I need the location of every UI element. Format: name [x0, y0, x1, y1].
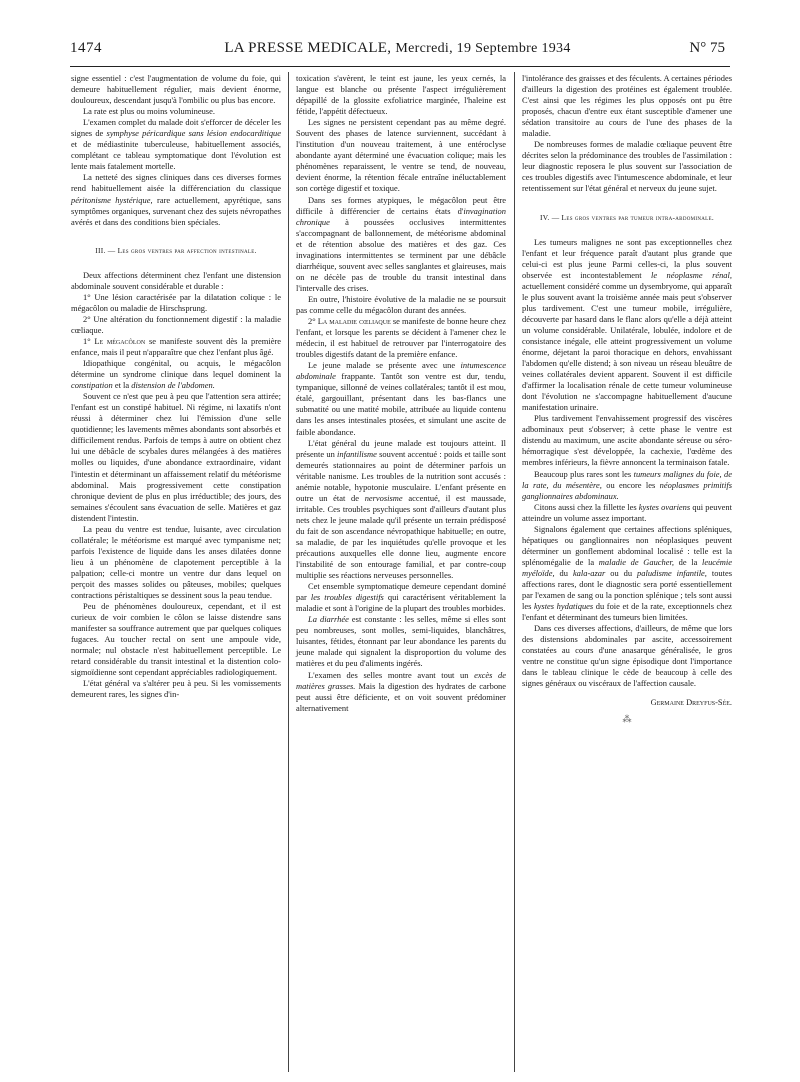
paragraph: Idiopathique congénital, ou acquis, le mégacôlon détermine un syndrome clinique dans lequel dominent la constipation et la distension de l'abdomen. [71, 358, 281, 391]
paragraph: L'examen complet du malade doit s'efforcer de déceler les signes de symphyse péricardique sans lésion endocarditique et de médiastinite tuberculeuse, habituellement associés, complétant ce tableau symptomatique dont l'évolution est lente mais fatalement mortelle. [71, 117, 281, 172]
paragraph: Le jeune malade se présente avec une intumescence abdominale frappante. Tantôt son ventre est dur, tendu, tympanique, sillonné de veines collatérales; tantôt il est mou, étalé, gargouillant, présentant dans les bas-flancs une submatité ou une matité mobile, attribuée au liquide contenu dans les anses intestinales ptosées, et simulant une ascite de faible abondance. [296, 360, 506, 437]
paragraph: Signalons également que certaines affections spléniques, hépatiques ou ganglionnaires non néoplasiques peuvent déterminer un gonflement abdominal localisé : telle est la splénomégalie de la maladie de Gaucher, de la leucémie myéloïde, du kala-azar ou du paludisme infantile, toutes affections rares, dont le diagnostic sera porté essentiellement par l'examen de sang ou la ponction splénique ; tels sont aussi les kystes hydatiques du foie et de la rate, exceptionnels chez l'enfant et déterminant des tumeurs bien limitées. [522, 523, 733, 623]
column-divider-2 [514, 72, 515, 1072]
paragraph: 1° Le mégacôlon se manifeste souvent dès la première enfance, mais il peut n'apparaître que chez l'enfant plus âgé. [71, 335, 281, 357]
paragraph: Dans ses formes atypiques, le mégacôlon peut être difficile à différencier de certains états d'invagination chronique à poussées occlusives intermittentes s'accompagnant de ballonnement, de météorisme abdominal et de rétention absolue des matières et des gaz. Ces invaginations intermittentes se terminent par une débâcle diarrhéique, souvent avec selles sanglantes et glaireuses, mais on ne décèle pas de trouble du transit intestinal dans l'intervalle des crises. [296, 194, 506, 293]
column-divider-1 [288, 72, 289, 1072]
journal-name: LA PRESSE MEDICALE, [224, 40, 392, 56]
paragraph: 1° Une lésion caractérisée par la dilatation colique : le mégacôlon ou maladie de Hirschsprung. [71, 291, 281, 313]
paragraph: L'examen des selles montre avant tout un excès de matières grasses. Mais la digestion des hydrates de carbone peut aussi être déficiente, et on voit souvent prédominer alternativement [296, 669, 506, 713]
page-number: 1474 [70, 40, 102, 56]
author-signature: Germaine Dreyfus-Sée. [650, 698, 732, 708]
column-2 [296, 73, 506, 714]
paragraph: Souvent ce n'est que peu à peu que l'attention sera attirée; l'enfant est un constipé habituel. Ni régime, ni laxatifs n'ont réussi à déterminer chez lui l'émission d'une selle quotidienne; les lavements mêmes abondants sont absorbés et difficilement rendus. Parfois de temps à autre on obtient chez lui une débâcle de scybales dures mélangées à des matières molles ou liquides, d'une abondance extraordinaire, vidant l'intestin et déterminant un affaissement relatif du météorisme abdominal. Mais progressivement cette constipation chronique devient de plus en plus irréductible; des jours, des semaines s'écoulent sans évacuation de selle. Matières et gaz distendent l'intestin. [71, 391, 281, 523]
paragraph: signe essentiel : c'est l'augmentation de volume du foie, qui demeure habituellement régulier, mais devient énorme, douloureux, descendant jusqu'à l'ombilic ou plus bas encore. [71, 73, 281, 106]
issue-number: N° 75 [689, 40, 725, 56]
header-rule [70, 66, 730, 67]
paragraph: En outre, l'histoire évolutive de la maladie ne se poursuit pas comme celle du mégacôlon durant des années. [296, 293, 506, 315]
column-1 [71, 73, 281, 700]
paragraph: L'état général du jeune malade est toujours atteint. Il présente un infantilisme souvent accentué : poids et taille sont demeurés stationnaires au point de déterminer parfois un véritable nanisme. Les troubles de la nutrition sont accusés : anémie notable, hypotonie musculaire. L'enfant présente en outre un état de nervosisme accentué, il est maussade, irritable. Ces troubles psychiques sont d'ailleurs d'autant plus nets chez le jeune malade qu'il présente un terrain prédisposé du fait de son ascendance névropathique habituelle; en outre, sa maladie, de par les inquiétudes qu'elle provoque et les précautions auxquelles elle donne lieu, augmente encore l'instabilité de son entourage familial, et par contre-coup multiplie ses réactions nerveuses personnelles. [296, 437, 507, 581]
paragraph: La rate est plus ou moins volumineuse. [83, 106, 215, 117]
journal-title [70, 40, 725, 57]
paragraph: l'intolérance des graisses et des féculents. A certaines périodes d'ailleurs la digestion des protéines est également troublée. C'est ainsi que les régimes les plus opposés ont pu être proposés, chacun d'entre eux étant susceptible d'amener une sédation transitoire au cours de l'une des phases de la maladie. [522, 73, 732, 139]
paragraph: L'état général va s'altérer peu à peu. Si les vomissements demeurent rares, les signes d'in- [71, 678, 281, 700]
paragraph: 2° La maladie cœliaque se manifeste de bonne heure chez l'enfant, et lorsque les parents se décident à l'amener chez le médecin, il est habituel de retrouver par l'interrogatoire des troubles digestifs datant de la première enfance. [296, 316, 506, 360]
paragraph: La peau du ventre est tendue, luisante, avec circulation collatérale; le météorisme est marqué avec tympanisme net; parfois l'existence de liquide dans les anses dilatées donne lieu à un phénomène de clapotement perceptible à la palpation; celle-ci montre un ventre dur dans lequel on perçoit des masses solides ou pâteuses, mobiles; quelques contractions péristaltiques se dessinent sous la peau tendue. [71, 523, 281, 601]
issue-date: Mercredi, 19 Septembre 1934 [395, 41, 571, 56]
end-ornament: ⁂ [622, 714, 632, 725]
paragraph: Cet ensemble symptomatique demeure cependant dominé par les troubles digestifs qui caractérisent véritablement la maladie et sont à l'origine de la plupart des troubles morbides. [296, 581, 506, 614]
paragraph: La diarrhée est constante : les selles, même si elles sont peu nombreuses, sont molles, semi-liquides, blanchâtres, luisantes, fétides, étonnant par leur abondance les parents du jeune malade qui signalent la disproportion du volume des matières et du peu d'aliments ingérés. [296, 614, 506, 669]
paragraph: Les signes ne persistent cependant pas au même degré. Souvent des phases de latence surviennent, succédant à l'institution d'un nouveau traitement, à une entéroclyse abondante ayant déterminé une évacuation colique; mais les phénomènes reparaissent, le ventre se tend, de nouveau, devient énorme, la rétention fécale entraîne inéluctablement son cortège digestif et toxique. [296, 117, 506, 194]
paragraph: La netteté des signes cliniques dans ces diverses formes rend habituellement aisée la différenciation du classique péritonisme hystérique, rare actuellement, apyrétique, sans symptômes organiques, survenant chez des sujets névropathes avérés et dans des conditions bien spéciales. [71, 172, 281, 227]
column-3 [522, 73, 732, 726]
paragraph: Plus tardivement l'envahissement progressif des viscères adbominaux peut s'observer; à cette phase le ventre est distendu au maximum, une ascite abondante séreuse ou séro-hémorragique s'est développée, la cachexie, l'œdème des membres inférieurs, la fièvre annoncent la terminaison fatale. [522, 413, 732, 468]
paragraph: Beaucoup plus rares sont les tumeurs malignes du foie, de la rate, du mésentère, ou encore les néoplasmes primitifs ganglionnaires abdominaux. [522, 468, 733, 501]
paragraph: 2° Une altération du fonctionnement digestif : la maladie cœliaque. [71, 313, 281, 335]
page-header [70, 40, 725, 62]
paragraph: toxication s'avèrent, le teint est jaune, les yeux cernés, la langue est blanche ou présente l'aspect irrégulièrement dépapillé de la glossite exfoliatrice marginée, l'haleine est fétide, l'appétit défectueux. [296, 73, 506, 117]
section-heading-4: IV. — Les gros ventres par tumeur intra-abdominale. [539, 212, 715, 222]
paragraph: Peu de phénomènes douloureux, cependant, et il est curieux de voir combien le côlon se laisse distendre sans manifester sa souffrance autrement que par quelques coliques fugaces. Au toucher rectal on sent une ampoule vide, normale; nul obstacle n'est habituellement perceptible. Le retard considérable du transit intestinal et la distention colo-sigmoïdienne sont cependant appréciables radiologiquement. [71, 601, 281, 678]
paragraph: Dans ces diverses affections, d'ailleurs, de même que lors des distensions abdominales par ascite, accessoirement constatées au cours d'une anasarque généralisée, le gros ventre ne constitue qu'un signe épisodique dont l'importance dans le tableau clinique le cède de beaucoup à celle des signes généraux ou viscéraux de l'affection causale. [522, 623, 732, 689]
paragraph: Citons aussi chez la fillette les kystes ovariens qui peuvent atteindre un volume assez important. [522, 501, 732, 523]
section-heading-3: III. — Les gros ventres par affection intestinale. [95, 245, 257, 255]
paragraph: Deux affections déterminent chez l'enfant une distension abdominale souvent considérable et durable : [71, 269, 281, 291]
paragraph: De nombreuses formes de maladie cœliaque peuvent être décrites selon la prédominance des troubles de l'assimilation : leur diagnostic reposera le plus souvent sur l'association de ces troubles digestifs avec l'intumescence abdominale, et leur retentissement sur l'état général et nerveux du jeune sujet. [522, 139, 732, 194]
paragraph: Les tumeurs malignes ne sont pas exceptionnelles chez l'enfant et leur fréquence paraît d'autant plus grande que celui-ci est plus jeune Parmi celles-ci, la plus souvent observée est incontestablement le néoplasme rénal, actuellement considéré comme un dysembryome, qui apparaît le plus souvent avant la troisième année mais peut s'observer plus tardivement. C'est une tumeur mobile, irrégulière, découverte par hasard dans le flanc alors qu'elle a déjà atteint un volume considérable. Unilatérale, lobulée, indolore et de consistance inégale, elle atteint progressivement un volume énorme, déjetant la paroi thoracique en dehors, envahissant l'abdomen qu'elle distend; à son niveau un réseau bleuâtre de veines collatérales devient apparent. Souvent il est difficile d'affirmer la localisation rénale de cette tumeur volumineuse dont l'évolution ne s'accompagne habituellement d'aucune manifestation urinaire. [522, 236, 732, 413]
